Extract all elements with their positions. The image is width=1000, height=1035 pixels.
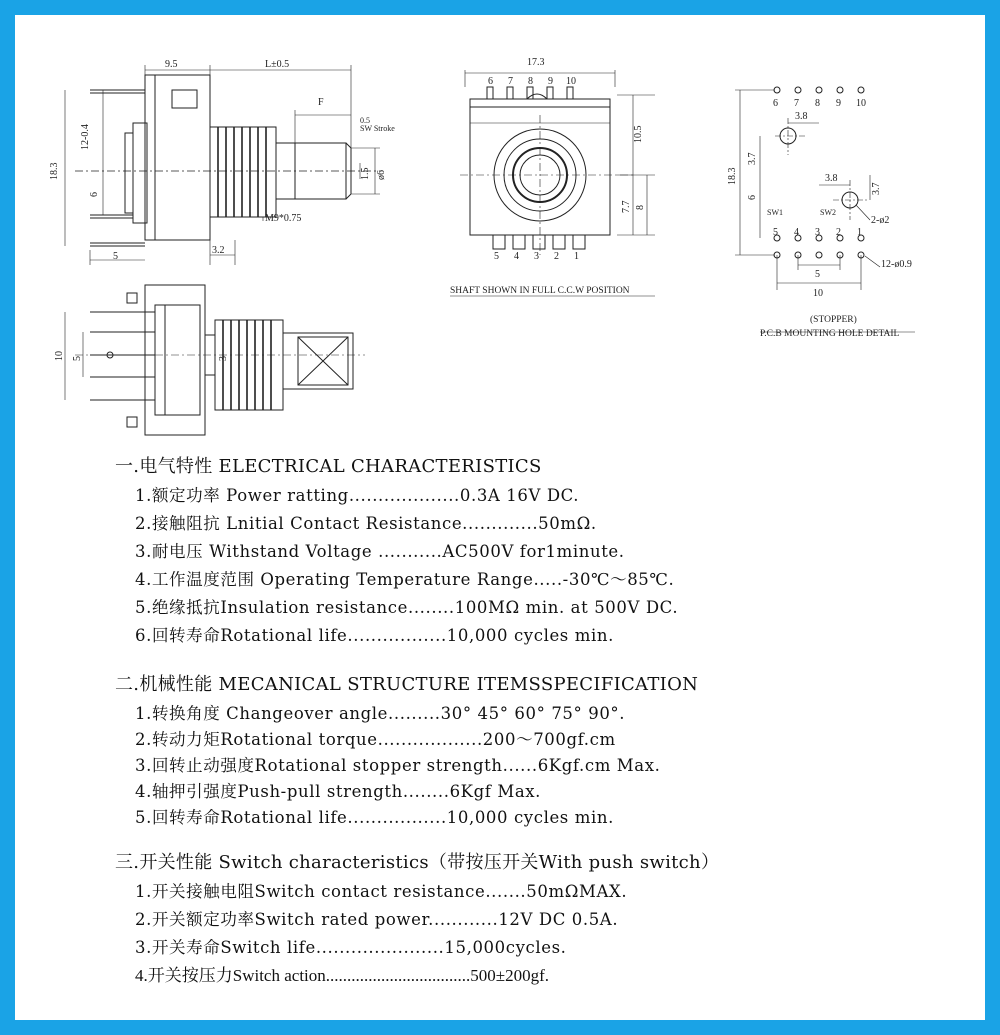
mechanical-item-5: 5.回转寿命Rotational life.................10,000 cycles min. bbox=[135, 808, 614, 827]
dim-F: F bbox=[318, 97, 324, 108]
switch-item-1: 1.开关接触电阻Switch contact resistance.......50mΩMAX. bbox=[135, 882, 628, 901]
pcb-pin-9: 9 bbox=[836, 98, 841, 109]
datasheet-sheet bbox=[15, 15, 985, 1020]
switch-item-4: 4.开关按压力Switch action..................................500±200gf. bbox=[135, 966, 550, 985]
pcb-pin-5: 5 bbox=[773, 227, 778, 238]
dim-9-5: 9.5 bbox=[165, 59, 178, 70]
pcb-label-12-phi0-9: 12-ø0.9 bbox=[881, 259, 912, 270]
pcb-caption-stopper: (STOPPER) bbox=[810, 315, 857, 325]
dim-0-5: 0.5 bbox=[360, 116, 370, 125]
pcb-dim-3-8a: 3.8 bbox=[795, 111, 808, 122]
pcb-pin-3: 3 bbox=[815, 227, 820, 238]
pcb-pin-6: 6 bbox=[773, 98, 778, 109]
electrical-item-6: 6.回转寿命Rotational life.................10,000 cycles min. bbox=[135, 626, 614, 645]
dim-1-5: 1.5 bbox=[360, 167, 371, 180]
bottom-dim-3: 3 bbox=[218, 356, 229, 361]
pcb-dim-6: 6 bbox=[747, 195, 758, 200]
dim-17-3: 17.3 bbox=[527, 57, 545, 68]
dim-sw-stroke: SW Stroke bbox=[360, 124, 395, 133]
electrical-item-3: 3.耐电压 Withstand Voltage ...........AC500V for1minute. bbox=[135, 542, 625, 561]
pin-5: 5 bbox=[494, 251, 499, 262]
dim-7-7: 7.7 bbox=[621, 200, 632, 213]
pin-2: 2 bbox=[554, 251, 559, 262]
front-view bbox=[450, 70, 655, 296]
pin-1: 1 bbox=[574, 251, 579, 262]
pcb-label-sw2: SW2 bbox=[820, 208, 836, 217]
pin-9: 9 bbox=[548, 76, 553, 87]
technical-drawing bbox=[15, 15, 985, 455]
section-mechanical-title: 二.机械性能 MECANICAL STRUCTURE ITEMSSPECIFICATION bbox=[115, 674, 699, 695]
pcb-caption-detail: P.C.B MOUNTING HOLE DETAIL bbox=[760, 329, 900, 339]
bottom-dim-10: 10 bbox=[54, 351, 65, 361]
pcb-label-sw1: SW1 bbox=[767, 208, 783, 217]
electrical-item-2: 2.接触阻抗 Lnitial Contact Resistance.............50mΩ. bbox=[135, 514, 597, 533]
pcb-dim-3-7a: 3.7 bbox=[747, 152, 758, 165]
pcb-dim-3-8b: 3.8 bbox=[825, 173, 838, 184]
pcb-dim-10: 10 bbox=[813, 288, 823, 299]
pin-3: 3 bbox=[534, 251, 539, 262]
side-view bbox=[65, 65, 380, 265]
pin-7: 7 bbox=[508, 76, 513, 87]
electrical-item-5: 5.绝缘抵抗Insulation resistance........100MΩ min. at 500V DC. bbox=[135, 598, 679, 617]
dim-5-side: 5 bbox=[113, 251, 118, 262]
pin-4: 4 bbox=[514, 251, 519, 262]
pcb-label-2-phi2: 2-ø2 bbox=[871, 215, 890, 226]
switch-item-3: 3.开关寿命Switch life......................15,000cycles. bbox=[135, 938, 567, 957]
pcb-pin-1: 1 bbox=[857, 227, 862, 238]
pcb-dim-5: 5 bbox=[815, 269, 820, 280]
mechanical-item-4: 4.轴押引强度Push-pull strength........6Kgf Max. bbox=[135, 782, 542, 801]
pcb-pin-10: 10 bbox=[856, 98, 866, 109]
bottom-dim-5: 5 bbox=[72, 356, 83, 361]
pcb-pin-2: 2 bbox=[836, 227, 841, 238]
pcb-pin-8: 8 bbox=[815, 98, 820, 109]
dim-6: 6 bbox=[89, 192, 100, 197]
dim-10-5: 10.5 bbox=[633, 125, 644, 143]
dim-3-2: 3.2 bbox=[212, 245, 225, 256]
pcb-dim-18-3: 18.3 bbox=[727, 167, 738, 185]
pcb-pin-4: 4 bbox=[794, 227, 799, 238]
pcb-dim-3-7b: 3.7 bbox=[871, 182, 882, 195]
front-caption: SHAFT SHOWN IN FULL C.C.W POSITION bbox=[450, 286, 630, 296]
pin-10: 10 bbox=[566, 76, 576, 87]
bottom-view bbox=[65, 285, 365, 435]
electrical-item-1: 1.额定功率 Power ratting...................0.3A 16V DC. bbox=[135, 486, 580, 505]
section-electrical-title: 一.电气特性 ELECTRICAL CHARACTERISTICS bbox=[115, 456, 542, 477]
dim-8: 8 bbox=[635, 205, 646, 210]
mechanical-item-3: 3.回转止动强度Rotational stopper strength......6Kgf.cm Max. bbox=[135, 756, 661, 775]
dim-phi6: ø6 bbox=[376, 170, 387, 180]
section-switch-title: 三.开关性能 Switch characteristics（带按压开关With push switch） bbox=[115, 852, 720, 873]
pcb-pin-7: 7 bbox=[794, 98, 799, 109]
dim-m9: M9*0.75 bbox=[265, 213, 302, 224]
pin-8: 8 bbox=[528, 76, 533, 87]
electrical-item-4: 4.工作温度范围 Operating Temperature Range.....-30℃～85℃. bbox=[135, 570, 675, 589]
switch-item-2: 2.开关额定功率Switch rated power............12V DC 0.5A. bbox=[135, 910, 619, 929]
dim-18-3: 18.3 bbox=[49, 162, 60, 180]
dim-L: L±0.5 bbox=[265, 59, 290, 70]
mechanical-item-1: 1.转换角度 Changeover angle.........30° 45° 60° 75° 90°. bbox=[135, 704, 626, 723]
pin-6: 6 bbox=[488, 76, 493, 87]
mechanical-item-2: 2.转动力矩Rotational torque..................200～700gf.cm bbox=[135, 730, 616, 749]
dim-12-0-4: 12-0.4 bbox=[80, 124, 91, 150]
